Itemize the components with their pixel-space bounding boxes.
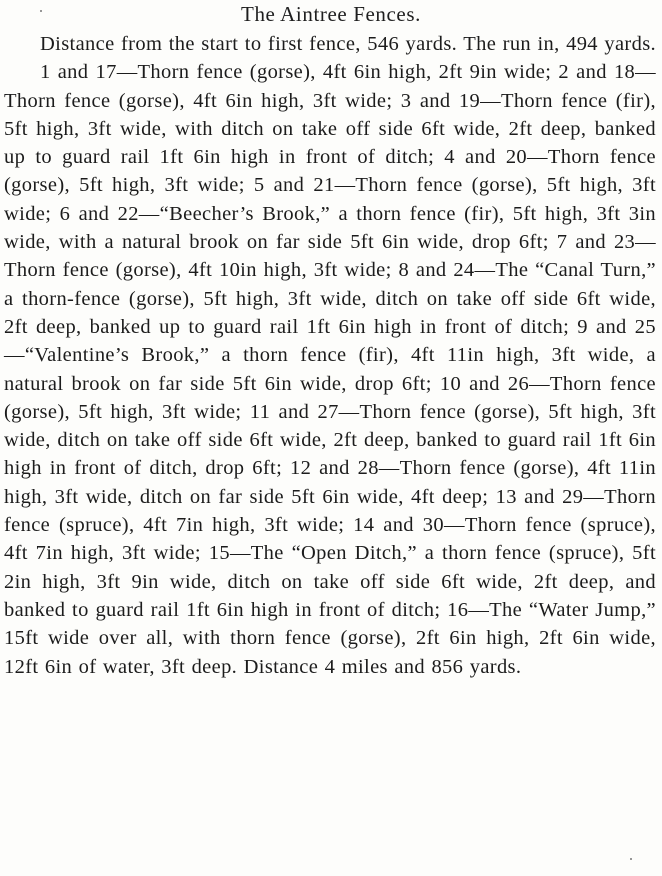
article-body <box>4 30 656 681</box>
article-paragraph: Distance from the start to first fence, 546 yards. The run in, 494 yards. <box>40 33 657 55</box>
print-speck <box>630 858 632 860</box>
article-paragraph: 1 and 17—Thorn fence (gorse), 4ft 6in high, 2ft 9in wide; 2 and 18—Thorn fence (gorse), 4ft 6in high, 3ft wide; 3 and 19—Thorn fence (fir), 5ft high, 3ft wide, with ditch on take off side 6ft wide, 2ft deep, banked up to guard rail 1ft 6in high in front of ditch; 4 and 20—Thorn fence (gorse), 5ft high, 3ft wide; 5 and 21—Thorn fence (gorse), 5ft high, 3ft wide; 6 and 22—“Beecher’s Brook,” a thorn fence (fir), 5ft high, 3ft 3in wide, with a natural brook on far side 5ft 6in wide, drop 6ft; 7 and 23—Thorn fence (gorse), 4ft 10in high, 3ft wide; 8 and 24—The “Canal Turn,” a thorn-fence (gorse), 5ft high, 3ft wide, ditch on take off side 6ft wide, 2ft deep, banked up to guard rail 1ft 6in high in front of ditch; 9 and 25—“Valentine’s Brook,” a thorn fence (fir), 4ft 11in high, 3ft wide, a natural brook on far side 5ft 6in wide, drop 6ft; 10 and 26—Thorn fence (gorse), 5ft high, 3ft wide; 11 and 27—Thorn fence (gorse), 5ft high, 3ft wide, ditch on take off side 6ft wide, 2ft deep, banked to guard rail 1ft 6in high in front of ditch, drop 6ft; 12 and 28—Thorn fence (gorse), 4ft 11in high, 3ft wide, ditch on far side 5ft 6in wide, 4ft deep; 13 and 29—Thorn fence (spruce), 4ft 7in high, 3ft wide; 14 and 30—Thorn fence (spruce), 4ft 7in high, 3ft wide; 15—The “Open Ditch,” a thorn fence (spruce), 5ft 2in high, 3ft 9in wide, ditch on take off side 6ft wide, 2ft deep, and banked to guard rail 1ft 6in high in front of ditch; 16—The “Water Jump,” 15ft wide over all, with thorn fence (gorse), 2ft 6in high, 2ft 6in wide, 12ft 6in of water, 3ft deep. Distance 4 miles and 856 yards. <box>4 61 656 678</box>
article-title: The Aintree Fences. <box>241 2 421 26</box>
